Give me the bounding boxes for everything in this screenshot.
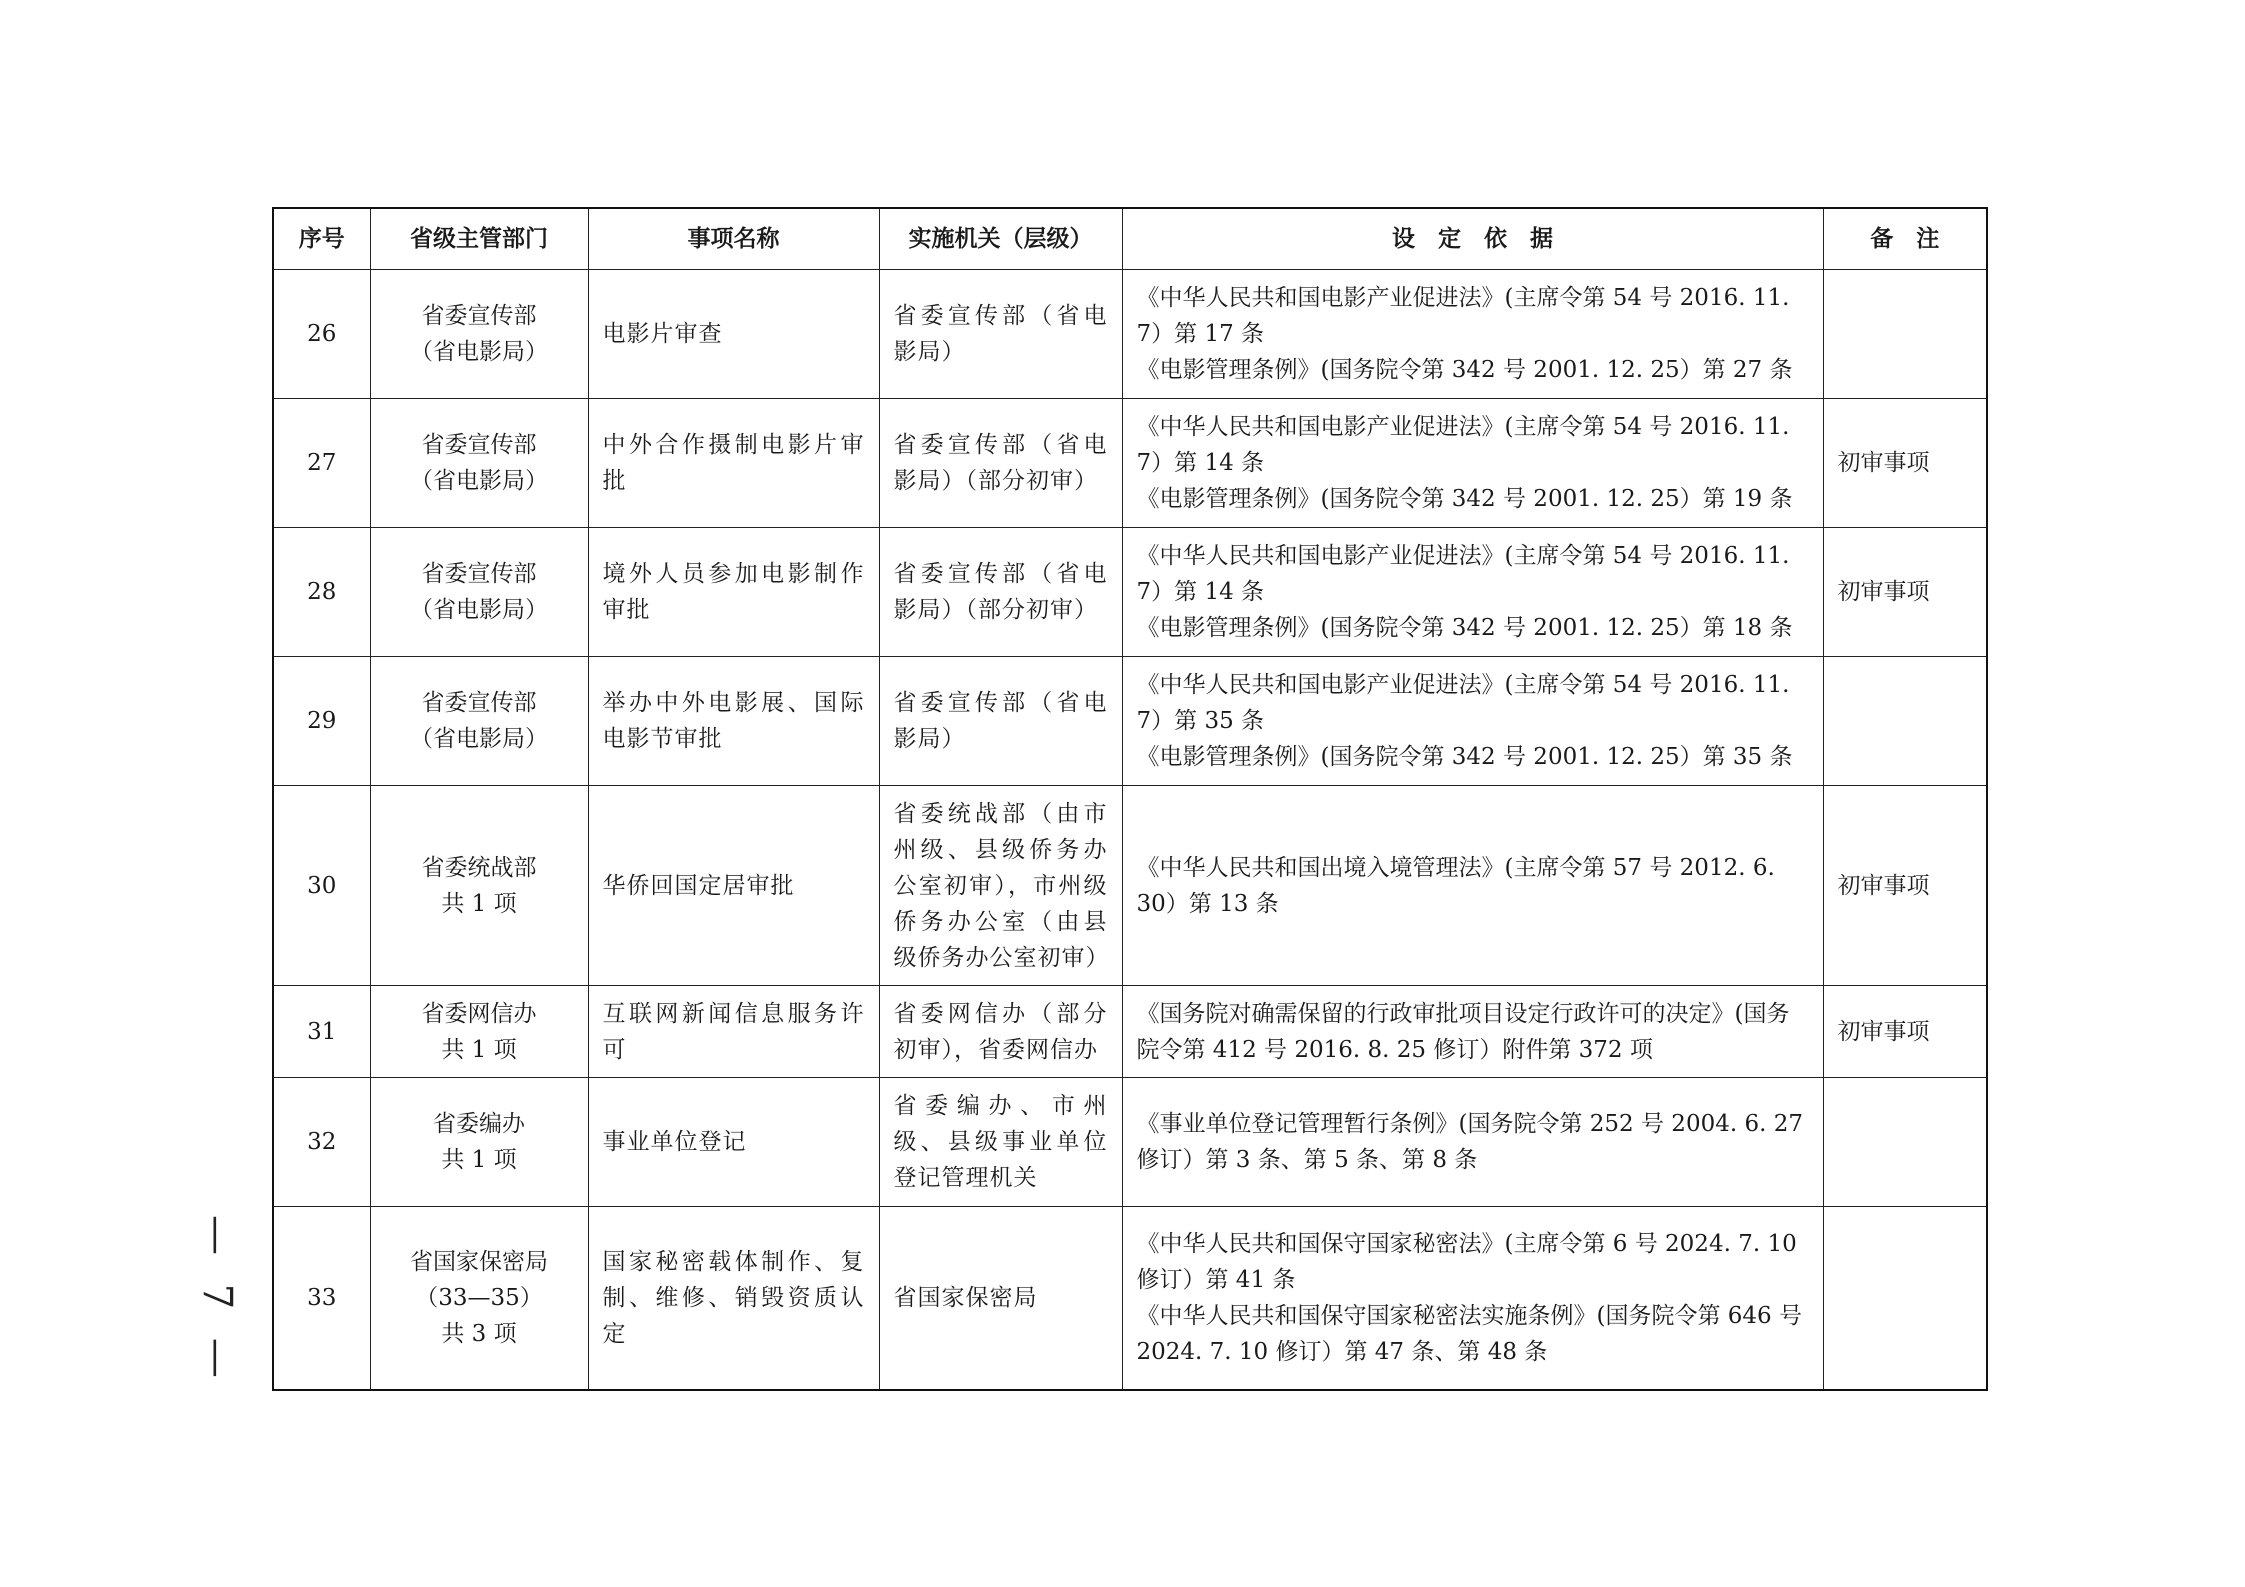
department-line: （省电影局）: [410, 339, 548, 365]
legal-basis-line: 《电影管理条例》(国务院令第 342 号 2001. 12. 25）第 35 条: [1136, 744, 1793, 770]
serial-number-cell: 28: [273, 528, 370, 657]
department-line: 共 1 项: [441, 890, 517, 917]
header-authority: 实施机关（层级）: [879, 208, 1122, 270]
legal-basis-line: 《中华人民共和国电影产业促进法》(主席令第 54 号 2016. 11. 7）第 14 条: [1136, 543, 1790, 605]
approval-items-table: [272, 207, 1988, 1391]
item-name-cell: 电影片审查: [588, 270, 879, 399]
legal-basis-cell: [1122, 657, 1823, 786]
authority-cell: 省国家保密局: [879, 1207, 1122, 1390]
header-department: 省级主管部门: [370, 208, 588, 270]
legal-basis-line: 《电影管理条例》(国务院令第 342 号 2001. 12. 25）第 27 条: [1136, 357, 1793, 383]
item-name-cell: 举办中外电影展、国际电影节审批: [588, 657, 879, 786]
legal-basis-cell: [1122, 399, 1823, 528]
table-header: [273, 208, 1987, 270]
legal-basis-line: 《电影管理条例》(国务院令第 342 号 2001. 12. 25）第 18 条: [1136, 615, 1793, 641]
department-line: 省国家保密局: [410, 1248, 548, 1275]
table-body: [273, 270, 1987, 1390]
authority-cell: 省委宣传部（省电影局）: [879, 270, 1122, 399]
department-line: 共 3 项: [441, 1320, 517, 1347]
authority-cell: 省委宣传部（省电影局）（部分初审）: [879, 399, 1122, 528]
remark-cell: [1823, 270, 1987, 399]
remark-cell: 初审事项: [1823, 399, 1987, 528]
legal-basis-line: 《中华人民共和国出境入境管理法》(主席令第 57 号 2012. 6. 30）第 13 条: [1136, 854, 1775, 917]
serial-number-cell: 26: [273, 270, 370, 399]
table-row: [273, 1207, 1987, 1390]
legal-basis-cell: [1122, 1078, 1823, 1207]
header-item-name: 事项名称: [588, 208, 879, 270]
header-legal-basis: 设 定 依 据: [1122, 208, 1823, 270]
serial-number-cell: 29: [273, 657, 370, 786]
serial-number-cell: 30: [273, 786, 370, 986]
authority-cell: 省委宣传部（省电影局）: [879, 657, 1122, 786]
authority-cell: 省委编办、市州级、县级事业单位登记管理机关: [879, 1078, 1122, 1207]
department-line: 共 1 项: [441, 1147, 517, 1173]
legal-basis-line: 《中华人民共和国电影产业促进法》(主席令第 54 号 2016. 11. 7）第 17 条: [1136, 285, 1790, 347]
remark-cell: 初审事项: [1823, 786, 1987, 986]
legal-basis-line: 《中华人民共和国电影产业促进法》(主席令第 54 号 2016. 11. 7）第 35 条: [1136, 672, 1790, 734]
department-line: 省委宣传部: [421, 561, 537, 587]
authority-cell: 省委统战部（由市州级、县级侨务办公室初审），市州级侨务办公室（由县级侨务办公室初审）: [879, 786, 1122, 986]
table-row: [273, 270, 1987, 399]
department-line: 省委宣传部: [421, 690, 537, 716]
legal-basis-line: 《电影管理条例》(国务院令第 342 号 2001. 12. 25）第 19 条: [1136, 486, 1793, 512]
table-row: [273, 657, 1987, 786]
department-line: （省电影局）: [410, 468, 548, 494]
department-line: （省电影局）: [410, 726, 548, 752]
department-cell: [370, 1078, 588, 1207]
remark-cell: [1823, 1207, 1987, 1390]
legal-basis-cell: [1122, 986, 1823, 1078]
department-line: 省委统战部: [421, 854, 537, 881]
item-name-cell: 中外合作摄制电影片审批: [588, 399, 879, 528]
remark-cell: [1823, 657, 1987, 786]
serial-number-cell: 32: [273, 1078, 370, 1207]
department-line: 省委宣传部: [421, 432, 537, 458]
item-name-cell: 国家秘密载体制作、复制、维修、销毁资质认定: [588, 1207, 879, 1390]
department-line: 省委编办: [433, 1111, 525, 1137]
legal-basis-line: 《中华人民共和国保守国家秘密法》(主席令第 6 号 2024. 7. 10 修订）第 41 条: [1136, 1230, 1797, 1293]
legal-basis-line: 《中华人民共和国保守国家秘密法实施条例》(国务院令第 646 号 2024. 7. 10 修订）第 47 条、第 48 条: [1136, 1302, 1802, 1365]
table-row: [273, 1078, 1987, 1207]
department-cell: [370, 399, 588, 528]
legal-basis-cell: [1122, 270, 1823, 399]
department-cell: [370, 986, 588, 1078]
department-cell: [370, 1207, 588, 1390]
table-row: [273, 528, 1987, 657]
item-name-cell: 事业单位登记: [588, 1078, 879, 1207]
header-row: [273, 208, 1987, 270]
department-line: 省委宣传部: [421, 303, 537, 329]
legal-basis-line: 《事业单位登记管理暂行条例》(国务院令第 252 号 2004. 6. 27 修订）第 3 条、第 5 条、第 8 条: [1136, 1111, 1803, 1173]
table-row: [273, 786, 1987, 986]
table-row: [273, 986, 1987, 1078]
department-cell: [370, 528, 588, 657]
department-cell: [370, 786, 588, 986]
item-name-cell: 境外人员参加电影制作审批: [588, 528, 879, 657]
item-name-cell: 互联网新闻信息服务许可: [588, 986, 879, 1078]
legal-basis-cell: [1122, 786, 1823, 986]
department-line: 省委网信办: [421, 1000, 537, 1027]
department-cell: [370, 270, 588, 399]
department-line: （33—35）: [415, 1284, 543, 1311]
table-row: [273, 399, 1987, 528]
legal-basis-cell: [1122, 1207, 1823, 1390]
legal-basis-line: 《中华人民共和国电影产业促进法》(主席令第 54 号 2016. 11. 7）第 14 条: [1136, 414, 1790, 476]
header-serial-number: 序号: [273, 208, 370, 270]
department-line: （省电影局）: [410, 597, 548, 623]
header-remark: 备 注: [1823, 208, 1987, 270]
remark-cell: 初审事项: [1823, 528, 1987, 657]
department-line: 共 1 项: [441, 1036, 517, 1063]
page-number: — 7 —: [194, 1215, 240, 1386]
serial-number-cell: 31: [273, 986, 370, 1078]
department-cell: [370, 657, 588, 786]
legal-basis-line: 《国务院对确需保留的行政审批项目设定行政许可的决定》(国务院令第 412 号 2016. 8. 25 修订）附件第 372 项: [1136, 1000, 1790, 1063]
item-name-cell: 华侨回国定居审批: [588, 786, 879, 986]
remark-cell: 初审事项: [1823, 986, 1987, 1078]
legal-basis-cell: [1122, 528, 1823, 657]
remark-cell: [1823, 1078, 1987, 1207]
authority-cell: 省委宣传部（省电影局）（部分初审）: [879, 528, 1122, 657]
authority-cell: 省委网信办（部分初审），省委网信办: [879, 986, 1122, 1078]
serial-number-cell: 33: [273, 1207, 370, 1390]
serial-number-cell: 27: [273, 399, 370, 528]
